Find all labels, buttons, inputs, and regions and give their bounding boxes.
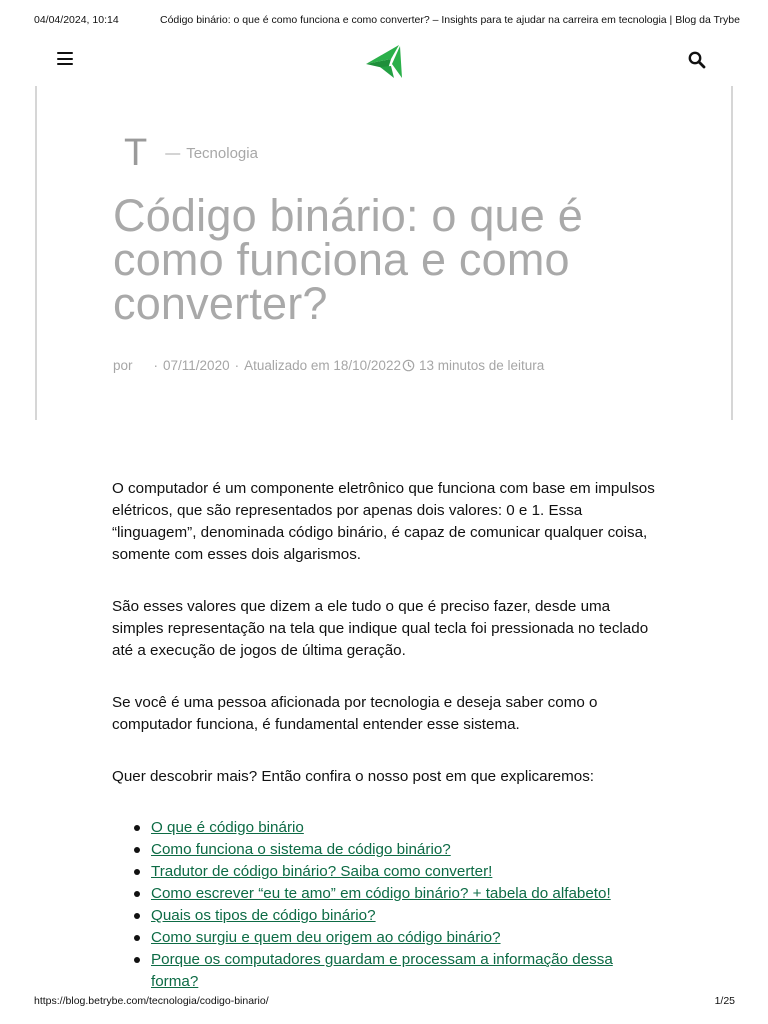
toc-link[interactable]: Quais os tipos de código binário? (151, 907, 376, 924)
category-dash: — (165, 144, 181, 162)
toc-item (112, 905, 662, 927)
toc-link[interactable]: Como funciona o sistema de código binário? (151, 841, 451, 858)
trybe-logo-icon[interactable] (364, 42, 404, 80)
print-page-number: 1/25 (714, 995, 735, 1007)
category-row (124, 133, 258, 173)
toc-link[interactable]: Porque os computadores guardam e processam a informação dessa forma? (151, 951, 613, 990)
toc-link[interactable]: Como escrever “eu te amo” em código binário? + tabela do alfabeto! (151, 885, 611, 902)
toc-item (112, 861, 662, 883)
print-footer (34, 995, 735, 1009)
toc-item (112, 883, 662, 905)
table-of-contents (112, 817, 662, 993)
author-by-label: por (113, 358, 133, 373)
print-url: https://blog.betrybe.com/tecnologia/codigo-binario/ (34, 995, 269, 1007)
clock-icon (402, 359, 415, 372)
toc-link[interactable]: Como surgiu e quem deu origem ao código binário? (151, 929, 501, 946)
print-document-title: Código binário: o que é como funciona e como converter? – Insights para te ajudar na carreira em tecnologia | Blog da Trybe (160, 14, 740, 26)
meta-separator: · (234, 358, 240, 373)
meta-separator: · (153, 358, 159, 373)
search-icon[interactable] (686, 49, 708, 71)
print-header (34, 14, 740, 30)
category-link[interactable]: Tecnologia (186, 144, 258, 162)
article-paragraph: São esses valores que dizem a ele tudo o que é preciso fazer, desde uma simples representação na tela que indique qual tecla foi pressionada no teclado até a execução de jogos de última geração. (112, 598, 649, 659)
post-hero (35, 86, 733, 420)
post-title: Código binário: o que é como funciona e como converter? (113, 190, 583, 329)
top-navigation-bar (0, 36, 768, 84)
article-paragraph: O computador é um componente eletrônico que funciona com base em impulsos elétricos, que são representados por apenas dois valores: 0 e 1. Essa “linguagem”, denominada código binário, é capaz de comunicar qualquer coisa, somente com esses dois algarismos. (112, 480, 655, 563)
published-date: 07/11/2020 (163, 358, 230, 373)
author-avatar-initial: T (124, 132, 148, 174)
toc-item (112, 927, 662, 949)
post-meta (113, 358, 544, 373)
reading-time: 13 minutos de leitura (418, 358, 545, 373)
toc-item (112, 817, 662, 839)
toc-item (112, 839, 662, 861)
hamburger-menu-icon[interactable] (55, 51, 75, 67)
article-paragraph: Se você é uma pessoa aficionada por tecnologia e deseja saber como o computador funciona, é fundamental entender esse sistema. (112, 694, 598, 733)
article-body (112, 478, 662, 993)
toc-item (112, 949, 662, 993)
article-paragraph: Quer descobrir mais? Então confira o nosso post em que explicaremos: (112, 768, 595, 785)
print-datetime: 04/04/2024, 10:14 (34, 14, 119, 26)
toc-link[interactable]: O que é código binário (151, 819, 304, 836)
updated-date: Atualizado em 18/10/2022 (244, 358, 401, 373)
toc-link[interactable]: Tradutor de código binário? Saiba como converter! (151, 863, 493, 880)
